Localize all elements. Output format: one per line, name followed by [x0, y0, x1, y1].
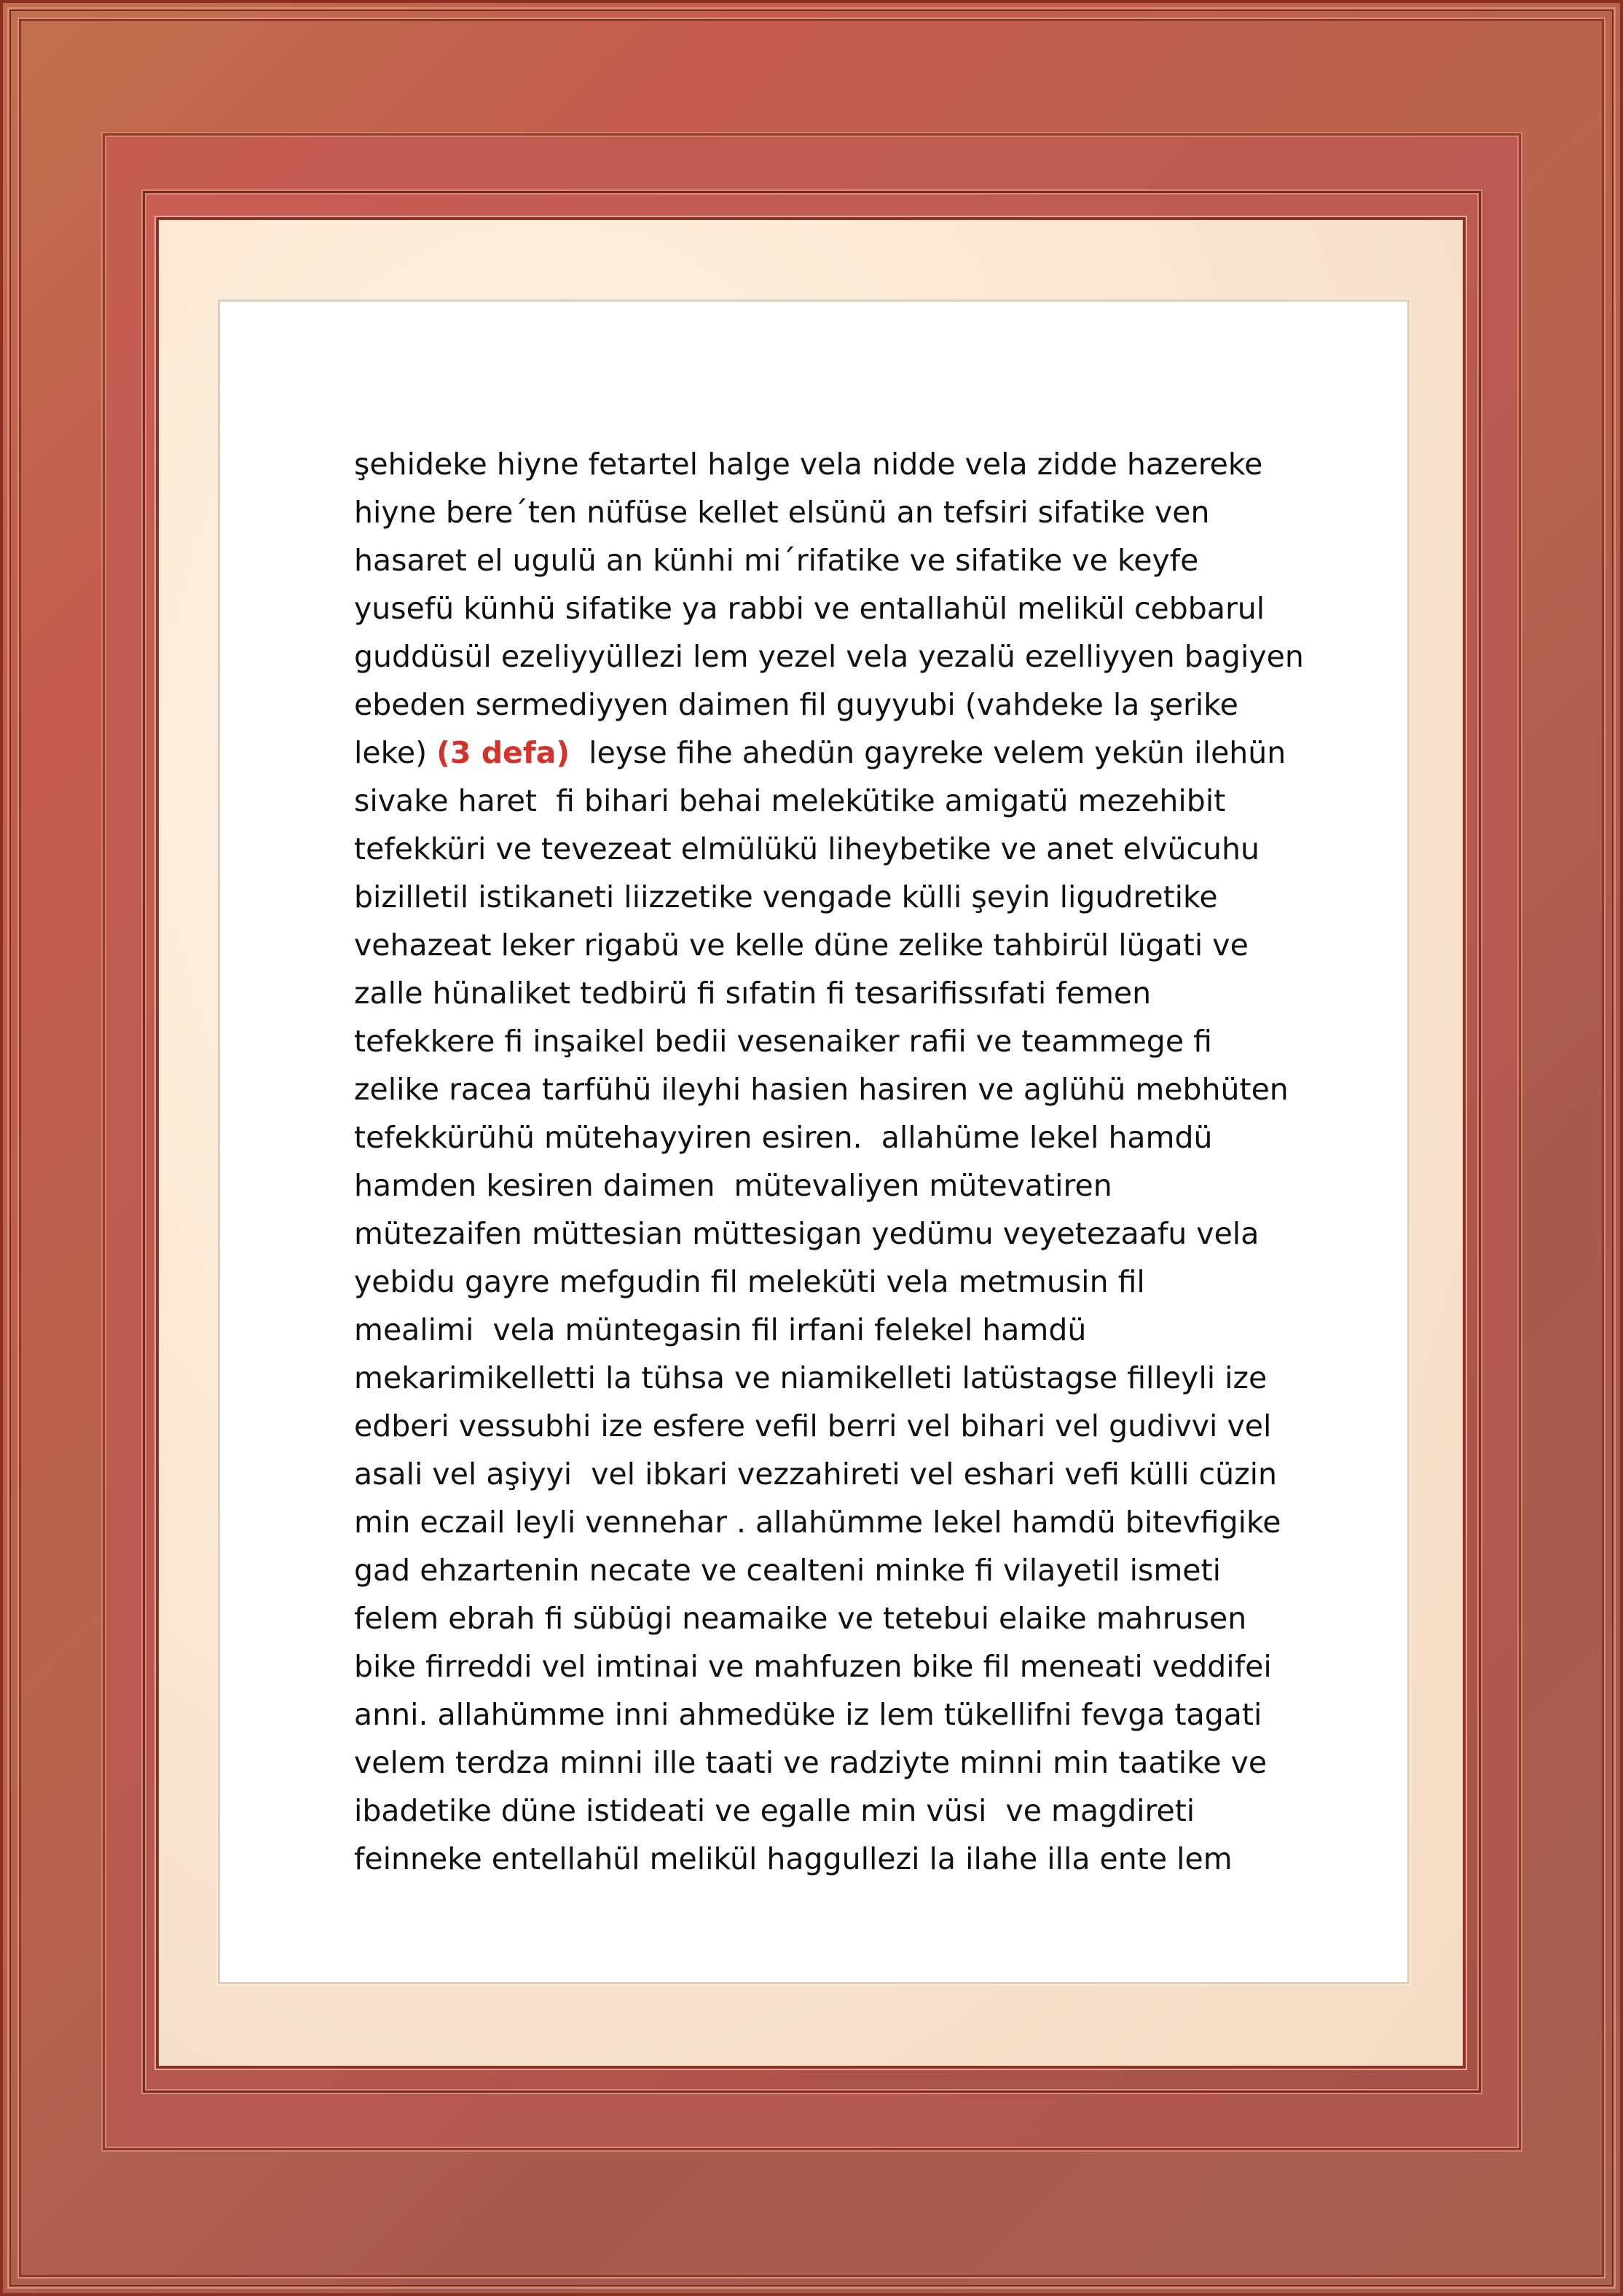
text-line: bizilletil istikaneti liizzetike vengade külli şeyin ligudretike	[354, 879, 1218, 914]
text-line-with-note	[354, 729, 1330, 777]
text-line: zelike racea tarfühü ileyhi hasien hasiren ve aglühü mebhüten	[354, 1072, 1289, 1107]
text-line: feinneke entellahül melikül haggullezi la ilahe illa ente lem	[354, 1841, 1233, 1876]
text-segment: leke)	[354, 735, 437, 770]
text-line: hamden kesiren daimen mütevaliyen mütevatiren	[354, 1168, 1112, 1203]
text-line: yebidu gayre mefgudin fil meleküti vela metmusin fil	[354, 1264, 1145, 1299]
text-line: tefekkere fi inşaikel bedii vesenaiker rafii ve teammege fi	[354, 1024, 1212, 1059]
text-line: mealimi vela müntegasin fil irfani felekel hamdü	[354, 1312, 1087, 1347]
text-line: mekarimikelletti la tühsa ve niamikelleti latüstagse filleyli ize	[354, 1360, 1268, 1395]
text-line: guddüsül ezeliyyüllezi lem yezel vela yezalü ezelliyyen bagiyen	[354, 639, 1304, 674]
text-line: velem terdza minni ille taati ve radziyte minni min taatike ve	[354, 1745, 1268, 1780]
text-line: sivake haret fi bihari behai melekütike amigatü mezehibit	[354, 783, 1226, 818]
text-line: hasaret el ugulü an künhi mi´rifatike ve sifatike ve keyfe	[354, 543, 1199, 578]
text-line: tefekkürühü mütehayyiren esiren. allahüme lekel hamdü	[354, 1120, 1213, 1155]
text-line: gad ehzartenin necate ve cealteni minke fi vilayetil ismeti	[354, 1553, 1221, 1588]
text-line: vehazeat leker rigabü ve kelle düne zelike tahbirül lügati ve	[354, 928, 1249, 963]
text-line: asali vel aşiyyi vel ibkari vezzahireti vel eshari vefi külli cüzin	[354, 1457, 1277, 1492]
text-line: ebeden sermediyyen daimen fil guyyubi (vahdeke la şerike	[354, 687, 1238, 722]
text-segment: leyse fihe ahedün gayreke velem yekün ilehün	[570, 735, 1286, 770]
text-line: mütezaifen müttesian müttesigan yedümu veyetezaafu vela	[354, 1216, 1260, 1251]
text-line: zalle hünaliket tedbirü fi sıfatin fi tesarifissıfati femen	[354, 976, 1152, 1011]
text-line: anni. allahümme inni ahmedüke iz lem tükellifni fevga tagati	[354, 1697, 1262, 1732]
text-line: hiyne bere´ten nüfüse kellet elsünü an tefsiri sifatike ven	[354, 495, 1210, 530]
text-line: bike firreddi vel imtinai ve mahfuzen bike fil meneati veddifei	[354, 1649, 1272, 1684]
text-line: şehideke hiyne fetartel halge vela nidde vela zidde hazereke	[354, 447, 1263, 482]
repeat-count-note: (3 defa)	[436, 735, 570, 770]
text-line: felem ebrah fi sübügi neamaike ve tetebui elaike mahrusen	[354, 1601, 1247, 1636]
text-line: edberi vessubhi ize esfere vefil berri vel bihari vel gudivvi vel	[354, 1408, 1272, 1443]
prayer-text	[354, 440, 1330, 1883]
text-line: ibadetike düne istideati ve egalle min vüsi ve magdireti	[354, 1793, 1195, 1828]
text-line: min eczail leyli vennehar . allahümme lekel hamdü bitevfigike	[354, 1505, 1281, 1540]
text-line: yusefü künhü sifatike ya rabbi ve entallahül melikül cebbarul	[354, 591, 1265, 626]
text-line: tefekküri ve tevezeat elmülükü liheybetike ve anet elvücuhu	[354, 831, 1260, 866]
